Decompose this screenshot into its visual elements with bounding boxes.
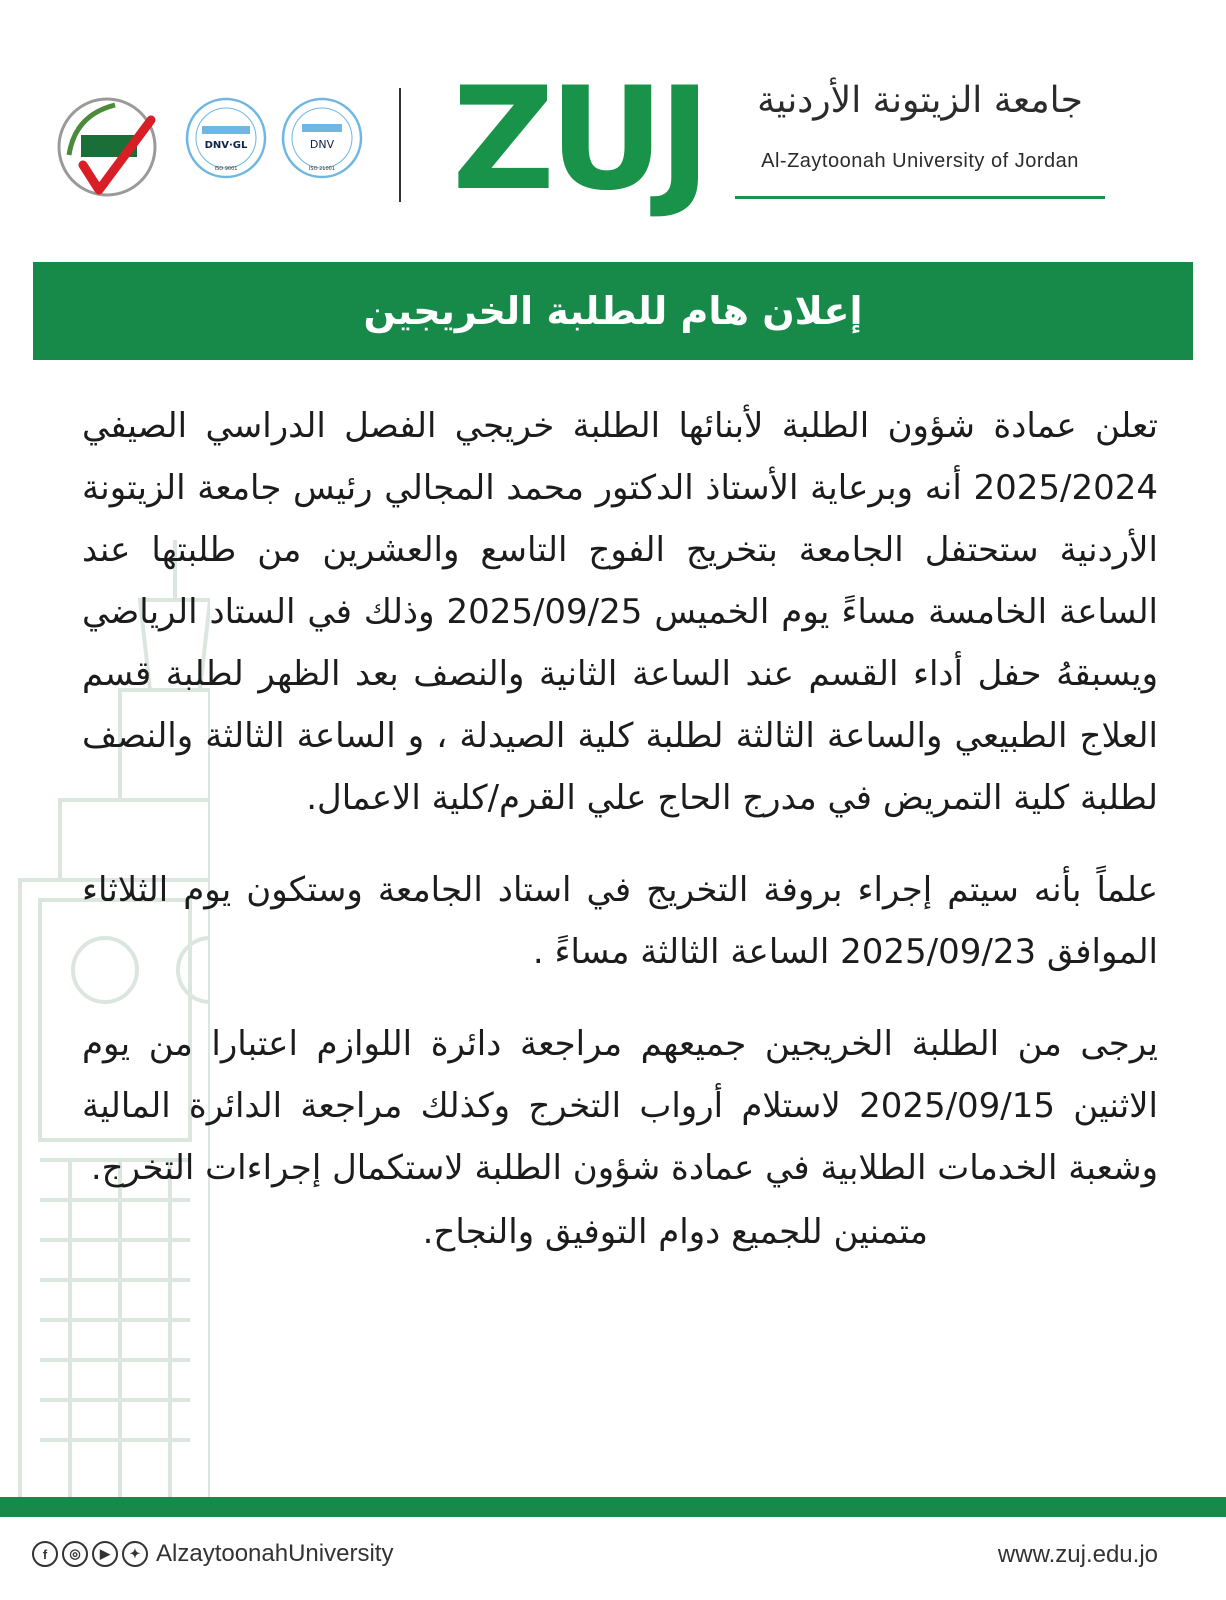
instagram-icon[interactable]: ◎ [62,1541,88,1567]
paragraph-ceremony-text: تعلن عمادة شؤون الطلبة لأبنائها الطلبة خريجي الفصل الدراسي الصيفي 2025/2024 أنه وبرعاية الأستاذ الدكتور محمد المجالي رئيس جامعة الزيتونة الأردنية ستحتفل الجامعة بتخريج الفوج التاسع والعشرين من طلبتها عند الساعة الخامسة مساءً يوم الخميس 2025/09/25 وذلك في الستاد الرياضي ويسبقهُ حفل أداء القسم عند الساعة الثانية والنصف بعد الظهر لطلبة قسم العلاج الطبيعي والساعة الثالثة لطلبة كلية الصيدلة ، و الساعة الثالثة والنصف لطلبة كلية التمريض في مدرج الحاج علي القرم/كلية الاعمال. [82,406,1159,818]
footer-band [0,1497,1226,1517]
footer [0,1497,1226,1600]
header-divider [399,88,401,202]
dnv-gl-certification-badge-icon [184,96,268,180]
announcement-title: إعلان هام للطلبة الخريجين [363,289,863,333]
paragraph-ceremony [82,395,1158,829]
quality-assurance-badge-icon [55,95,160,200]
brand-name-arabic: جامعة الزيتونة الأردنية [757,80,1083,121]
brand-wordmark: ZUJ [452,57,706,222]
header [0,0,1226,250]
twitter-icon[interactable]: ✦ [122,1541,148,1567]
facebook-icon[interactable]: f [32,1541,58,1567]
announcement-body [82,395,1158,1263]
social-links [32,1540,393,1568]
closing-line: متمنين للجميع دوام التوفيق والنجاح. [422,1212,928,1252]
paragraph-gowns [82,1013,1158,1199]
svg-text:ISO 9001: ISO 9001 [214,166,238,172]
title-bar [33,262,1193,360]
dnv-certification-badge-icon [280,96,364,180]
svg-text:DNV·GL: DNV·GL [204,140,248,151]
brand-underline [735,196,1105,199]
brand-name-english: Al-Zaytoonah University of Jordan [761,150,1079,172]
paragraph-rehearsal-text: علماً بأنه سيتم إجراء بروفة التخريج في استاد الجامعة وستكون يوم الثلاثاء الموافق 2025/09/23 الساعة الثالثة مساءً . [82,870,1158,972]
social-handle[interactable]: AlzaytoonahUniversity [156,1540,394,1567]
svg-text:DNV: DNV [309,138,335,151]
youtube-icon[interactable]: ▶ [92,1541,118,1567]
svg-text:ISO 21001: ISO 21001 [308,166,336,172]
paragraph-rehearsal [82,859,1158,983]
paragraph-gowns-text: يرجى من الطلبة الخريجين جميعهم مراجعة دائرة اللوازم اعتبارا من يوم الاثنين 2025/09/15 لاستلام أرواب التخرج وكذلك مراجعة الدائرة المالية وشعبة الخدمات الطلابية في عمادة شؤون الطلبة لاستكمال إجراءات التخرج. [82,1024,1158,1188]
website-link[interactable]: www.zuj.edu.jo [997,1541,1158,1568]
